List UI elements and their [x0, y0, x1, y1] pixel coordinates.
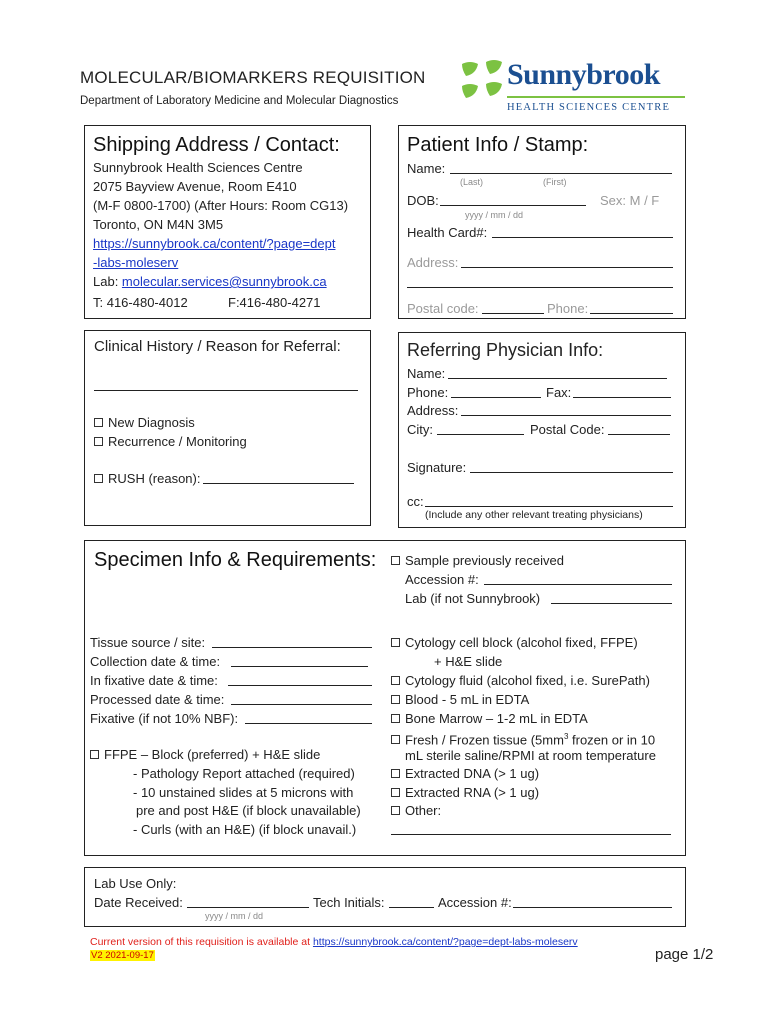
leaf-logo-icon: [460, 58, 504, 104]
specimen-heading: Specimen Info & Requirements:: [94, 549, 377, 571]
ffpe-sub-3: pre and post H&E (if block unavailable): [136, 803, 361, 818]
dna-label: Extracted DNA (> 1 ug): [405, 766, 540, 781]
cytology-fluid-option[interactable]: [391, 671, 650, 690]
health-card-field[interactable]: [492, 237, 673, 238]
shipping-url-1[interactable]: https://sunnybrook.ca/content/?page=dept: [93, 236, 336, 251]
patient-name-field[interactable]: [450, 173, 672, 174]
form-title: MOLECULAR/BIOMARKERS REQUISITION: [80, 68, 426, 87]
lab-email-link[interactable]: molecular.services@sunnybrook.ca: [121, 274, 327, 289]
sunnybrook-logo: [460, 58, 690, 120]
physician-city-label: City:: [407, 422, 433, 437]
fresh-tissue-checkbox[interactable]: [391, 735, 400, 744]
bone-marrow-label: Bone Marrow – 1-2 mL in EDTA: [405, 711, 588, 726]
fresh-tissue-sup: 3: [563, 732, 569, 741]
sex-label: Sex: M / F: [600, 193, 660, 208]
ffpe-option[interactable]: [90, 745, 320, 764]
footer-url-link[interactable]: https://sunnybrook.ca/content/?page=dept-labs-moleserv: [312, 936, 578, 948]
fresh-tissue-line-2: mL sterile saline/RPMI at room temperature: [405, 748, 656, 763]
clinical-history-field[interactable]: [94, 390, 358, 391]
footer-note-text: Current version of this requisition is available at: [90, 936, 313, 948]
other-label: Other:: [405, 803, 442, 818]
recurrence-checkbox[interactable]: [94, 437, 103, 446]
shipping-line-4: Toronto, ON M4N 3M5: [93, 217, 224, 232]
physician-name-label: Name:: [407, 366, 446, 381]
cc-field[interactable]: [425, 506, 673, 507]
physician-heading: Referring Physician Info:: [407, 340, 604, 360]
address-field-2[interactable]: [407, 287, 673, 288]
health-card-label: Health Card#:: [407, 225, 488, 240]
clinical-heading: Clinical History / Reason for Referral:: [94, 338, 341, 355]
cytology-block-option[interactable]: [391, 633, 638, 652]
patient-name-row: [407, 159, 445, 178]
cc-note: (Include any other relevant treating physicians): [425, 509, 643, 521]
cytology-block-checkbox[interactable]: [391, 638, 400, 647]
ffpe-sub-1: - Pathology Report attached (required): [133, 766, 355, 781]
other-checkbox[interactable]: [391, 806, 400, 815]
ffpe-sub-2: - 10 unstained slides at 5 microns with: [133, 785, 354, 800]
rna-label: Extracted RNA (> 1 ug): [405, 785, 540, 800]
collection-date-field[interactable]: [231, 666, 368, 667]
lab-label: Lab:: [93, 274, 122, 289]
postal-field[interactable]: [482, 313, 544, 314]
first-hint: (First): [543, 177, 567, 187]
lab-accession-label: Accession #:: [438, 895, 512, 910]
ffpe-label: FFPE – Block (preferred) + H&E slide: [104, 747, 321, 762]
recurrence-label: Recurrence / Monitoring: [108, 434, 247, 449]
patient-heading: Patient Info / Stamp:: [407, 134, 589, 156]
processed-date-field[interactable]: [231, 704, 372, 705]
last-hint: (Last): [460, 177, 484, 187]
blood-label: Blood - 5 mL in EDTA: [405, 692, 530, 707]
date-received-label: Date Received:: [94, 895, 183, 910]
tech-initials-field[interactable]: [389, 907, 434, 908]
phone-label: Phone:: [547, 301, 589, 316]
dna-option[interactable]: [391, 764, 539, 783]
previously-received-option[interactable]: [391, 551, 564, 570]
cytology-block-sub: + H&E slide: [434, 654, 503, 669]
lab-use-label: Lab Use Only:: [94, 876, 177, 891]
recurrence-option[interactable]: [94, 432, 247, 451]
dob-field[interactable]: [440, 205, 586, 206]
other-field[interactable]: [391, 834, 671, 835]
logo-name: Sunnybrook: [507, 58, 660, 91]
physician-fax-label: Fax:: [546, 385, 572, 400]
specimen-accession-field[interactable]: [484, 584, 672, 585]
fresh-tissue-label-a: Fresh / Frozen tissue (5mm: [405, 732, 564, 748]
date-received-hint: yyyy / mm / dd: [205, 911, 264, 921]
patient-name-label: Name:: [407, 161, 446, 176]
collection-date-label: Collection date & time:: [90, 654, 221, 669]
postal-label: Postal code:: [407, 301, 479, 316]
previously-received-checkbox[interactable]: [391, 556, 400, 565]
physician-address-field[interactable]: [461, 415, 671, 416]
fax: F:416-480-4271: [228, 295, 321, 310]
version-badge: V2 2021-09-17: [91, 950, 154, 961]
fixative-field[interactable]: [245, 723, 372, 724]
lab-contact: [93, 272, 368, 291]
rush-reason-field[interactable]: [203, 483, 354, 484]
shipping-line-2: 2075 Bayview Avenue, Room E410: [93, 179, 297, 194]
rna-checkbox[interactable]: [391, 788, 400, 797]
logo-subtitle: HEALTH SCIENCES CENTRE: [507, 102, 671, 113]
signature-label: Signature:: [407, 460, 467, 475]
new-diagnosis-option[interactable]: [94, 413, 195, 432]
rna-option[interactable]: [391, 783, 539, 802]
cc-label: cc:: [407, 494, 424, 509]
dna-checkbox[interactable]: [391, 769, 400, 778]
date-received-field[interactable]: [187, 907, 309, 908]
tech-initials-label: Tech Initials:: [313, 895, 385, 910]
tel: T: 416-480-4012: [93, 295, 188, 310]
cytology-fluid-checkbox[interactable]: [391, 676, 400, 685]
processed-date-label: Processed date & time:: [90, 692, 225, 707]
cytology-fluid-label: Cytology fluid (alcohol fixed, i.e. SurePath): [405, 673, 650, 688]
physician-phone-field[interactable]: [451, 397, 541, 398]
tissue-source-label: Tissue source / site:: [90, 635, 206, 650]
physician-address-label: Address:: [407, 403, 459, 418]
ffpe-checkbox[interactable]: [90, 750, 99, 759]
address-label: Address:: [407, 255, 459, 270]
dob-hint: yyyy / mm / dd: [465, 210, 524, 220]
shipping-line-1: Sunnybrook Health Sciences Centre: [93, 160, 303, 175]
rush-checkbox[interactable]: [94, 474, 103, 483]
shipping-url-2[interactable]: -labs-moleserv: [93, 255, 179, 270]
specimen-lab-label: Lab (if not Sunnybrook): [405, 591, 541, 606]
rush-option[interactable]: [94, 469, 200, 488]
new-diagnosis-checkbox[interactable]: [94, 418, 103, 427]
fixative-date-field[interactable]: [228, 685, 372, 686]
fresh-tissue-label-b: frozen or in 10: [568, 732, 656, 748]
address-field-1[interactable]: [461, 267, 673, 268]
signature-field[interactable]: [470, 472, 673, 473]
physician-postal-label: Postal Code:: [530, 422, 605, 437]
blood-checkbox[interactable]: [391, 695, 400, 704]
footer-version-note: [90, 936, 578, 948]
fixative-label: Fixative (if not 10% NBF):: [90, 711, 239, 726]
previously-received-label: Sample previously received: [405, 553, 564, 568]
other-option[interactable]: [391, 801, 441, 820]
ffpe-sub-4: - Curls (with an H&E) (if block unavail.): [133, 822, 357, 837]
specimen-lab-field[interactable]: [551, 603, 672, 604]
specimen-accession-label: Accession #:: [405, 572, 479, 587]
new-diagnosis-label: New Diagnosis: [108, 415, 195, 430]
shipping-address: [93, 158, 368, 291]
physician-postal-field[interactable]: [608, 434, 670, 435]
logo-underline: [507, 96, 685, 98]
physician-name-field[interactable]: [448, 378, 667, 379]
fixative-date-label: In fixative date & time:: [90, 673, 218, 688]
shipping-heading: Shipping Address / Contact:: [93, 134, 340, 156]
form-subtitle: Department of Laboratory Medicine and Molecular Diagnostics: [80, 95, 399, 107]
rush-label: RUSH (reason):: [108, 471, 201, 486]
blood-option[interactable]: [391, 690, 529, 709]
lab-accession-field[interactable]: [513, 907, 672, 908]
dob-label: DOB:: [407, 193, 439, 208]
bone-marrow-option[interactable]: [391, 709, 588, 728]
shipping-line-3: (M-F 0800-1700) (After Hours: Room CG13): [93, 198, 349, 213]
bone-marrow-checkbox[interactable]: [391, 714, 400, 723]
physician-city-field[interactable]: [437, 434, 524, 435]
page-number: page 1/2: [655, 946, 714, 963]
phone-field[interactable]: [590, 313, 673, 314]
cytology-block-label: Cytology cell block (alcohol fixed, FFPE): [405, 635, 638, 650]
physician-phone-label: Phone:: [407, 385, 449, 400]
physician-fax-field[interactable]: [573, 397, 671, 398]
tissue-source-field[interactable]: [212, 647, 372, 648]
